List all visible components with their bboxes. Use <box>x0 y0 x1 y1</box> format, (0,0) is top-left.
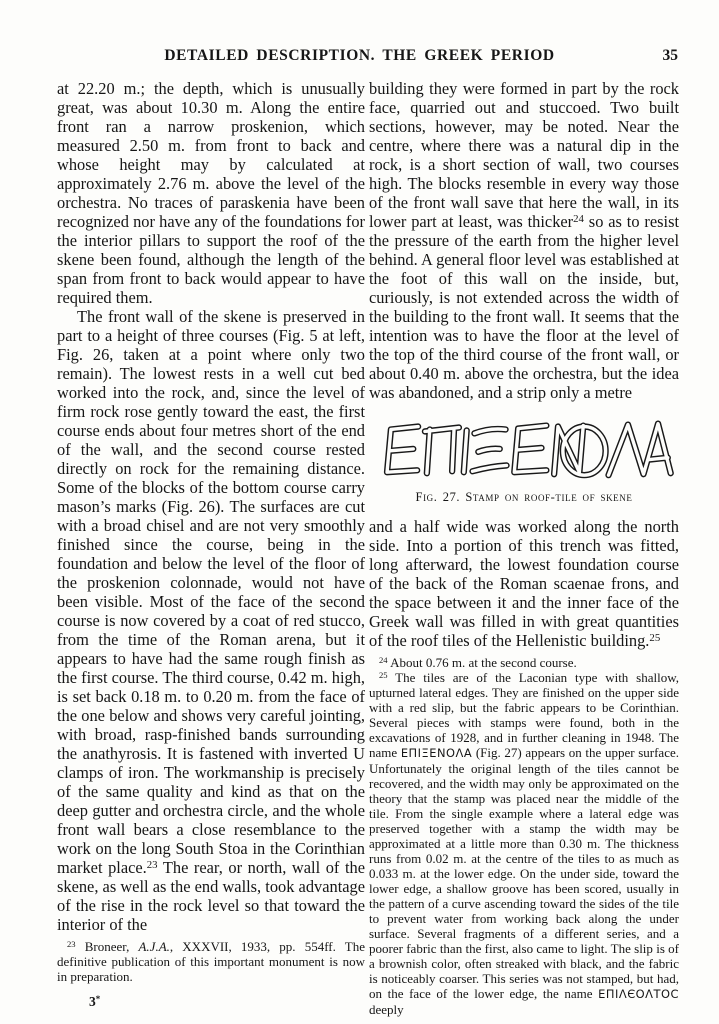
figure-27 <box>369 412 679 505</box>
left-column <box>57 79 365 1010</box>
right-column <box>369 79 679 1017</box>
footnotes-right <box>369 655 679 1017</box>
footnote-24: $^{24}$ About 0.76 m. at the second course. <box>379 655 577 670</box>
footnotes-left <box>57 939 365 984</box>
paragraph: at 22.20 m.; the depth, which is unusually great, was about 10.30 m. Along the entire front ran a narrow proskenion, which measured 2.50 m. from front to back and whose height may by calculated at approximately 2.76 m. above the level of the orchestra. No traces of paraskenia have been recognized nor have any of the foundations for the interior pillars to support the roof of the skene been found, although the length of the span from front to back would appear to have required them. <box>57 79 365 307</box>
footnote-23: $^{23}$ Broneer, A.J.A., XXXVII, 1933, pp. 554ff. The definitive publication of this important monument is now in preparation. <box>57 939 365 984</box>
signature-mark: 3* <box>89 994 101 1009</box>
stamp-drawing <box>373 412 675 480</box>
paragraph: The front wall of the skene is preserved in part to a height of three courses (Fig. 5 at left, Fig. 26, taken at a point where only two remain). The lowest rests in a well cut bed worked into the rock, and, since the level of firm rock rose gently toward the east, the first course ends about four metres short of the end of the wall, and the second course rested directly on rock for the remaining distance. Some of the blocks of the bottom course carry mason’s marks (Fig. 26). The surfaces are cut with a broad chisel and are not very smoothly finished since the course, being in the foundation and below the level of the floor of the proskenion colonnade, would not have been visible. Most of the face of the second course is now covered by a coat of red stucco, from the time of the Roman arena, but it appears to have had the same rough finish as the first course. The third course, 0.42 m. high, is set back 0.18 m. to 0.20 m. from the face of the one below and shows very careful jointing, with broad, rasp-finished bands surrounding the anathyrosis. It is fastened with inverted U clamps of iron. The workmanship is precisely of the same quality and kind as that on the deep gutter and orchestra circle, and the whole front wall bears a close resemblance to the work on the long South Stoa in the Corinthian market place.$^{23}$ The rear, or north, wall of the skene, as well as the end walls, took advantage of the rise in the rock level so that toward the interior of the <box>57 307 365 934</box>
page-number: 35 <box>662 47 678 64</box>
running-head: DETAILED DESCRIPTION. THE GREEK PERIOD <box>164 47 555 64</box>
paragraph: building they were formed in part by the rock face, quarried out and stuccoed. Two built sections, however, may be noted. Near the centre, where there was a natural dip in the rock, is a short section of wall, two courses high. The blocks resemble in every way those of the front wall save that here the wall, in its lower part at least, was thicker$^{24}$ so as to resist the pressure of the earth from the higher level behind. A general floor level was established at the foot of this wall on the inside, but, curiously, is not extended across the width of the building to the front wall. It seems that the intention was to have the floor at the level of the top of the third course of the front wall, or about 0.40 m. above the orchestra, but the idea was abandoned, and a strip only a metre <box>369 79 680 402</box>
footnote-25: $^{25}$ The tiles are of the Laconian type with shallow, upturned lateral edges. They are finished on the upper side with a red slip, but the fabric appears to be Corinthian. Several pieces with stamps were found, both in the excavations of 1928, and in further cleaning in 1948. The name ΕΠΙΞΕΝΟΛΑ (Fig. 27) appears on the upper surface. Unfortunately the original length of the tiles cannot be recovered, and the width may only be approximated on the theory that the stamp was placed near the middle of the tile. From the single example where a lateral edge was preserved together with a stamp the width may be approximated at a little more than 0.30 m. The thickness runs from 0.02 m. at the centre of the tiles to as much as 0.033 m. at the lower edge. On the under side, toward the lower edge, a shallow groove has been scored, usually in the pattern of a curve ascending toward the sides of the tile to prevent water from working back along the under surface. Several fragments of a different series, and a poorer fabric than the first, also came to light. The slip is of a brownish color, often streaked with black, and the fabric is noticeably coarser. This series was not stamped, but had, on the face of the lower edge, the name ΕΠΙΛЄΟΛΤΟС deeply <box>369 670 679 1017</box>
figure-caption: Fig. 27. Stamp on roof-tile of skene <box>415 490 633 504</box>
paragraph: and a half wide was worked along the north side. Into a portion of this trench was fitted, long afterward, the lowest foundation course of the back of the Roman scaenae frons, and the space between it and the inner face of the Greek wall was filled in with great quantities of the roof tiles of the Hellenistic building.$^{25}$ <box>369 517 679 650</box>
